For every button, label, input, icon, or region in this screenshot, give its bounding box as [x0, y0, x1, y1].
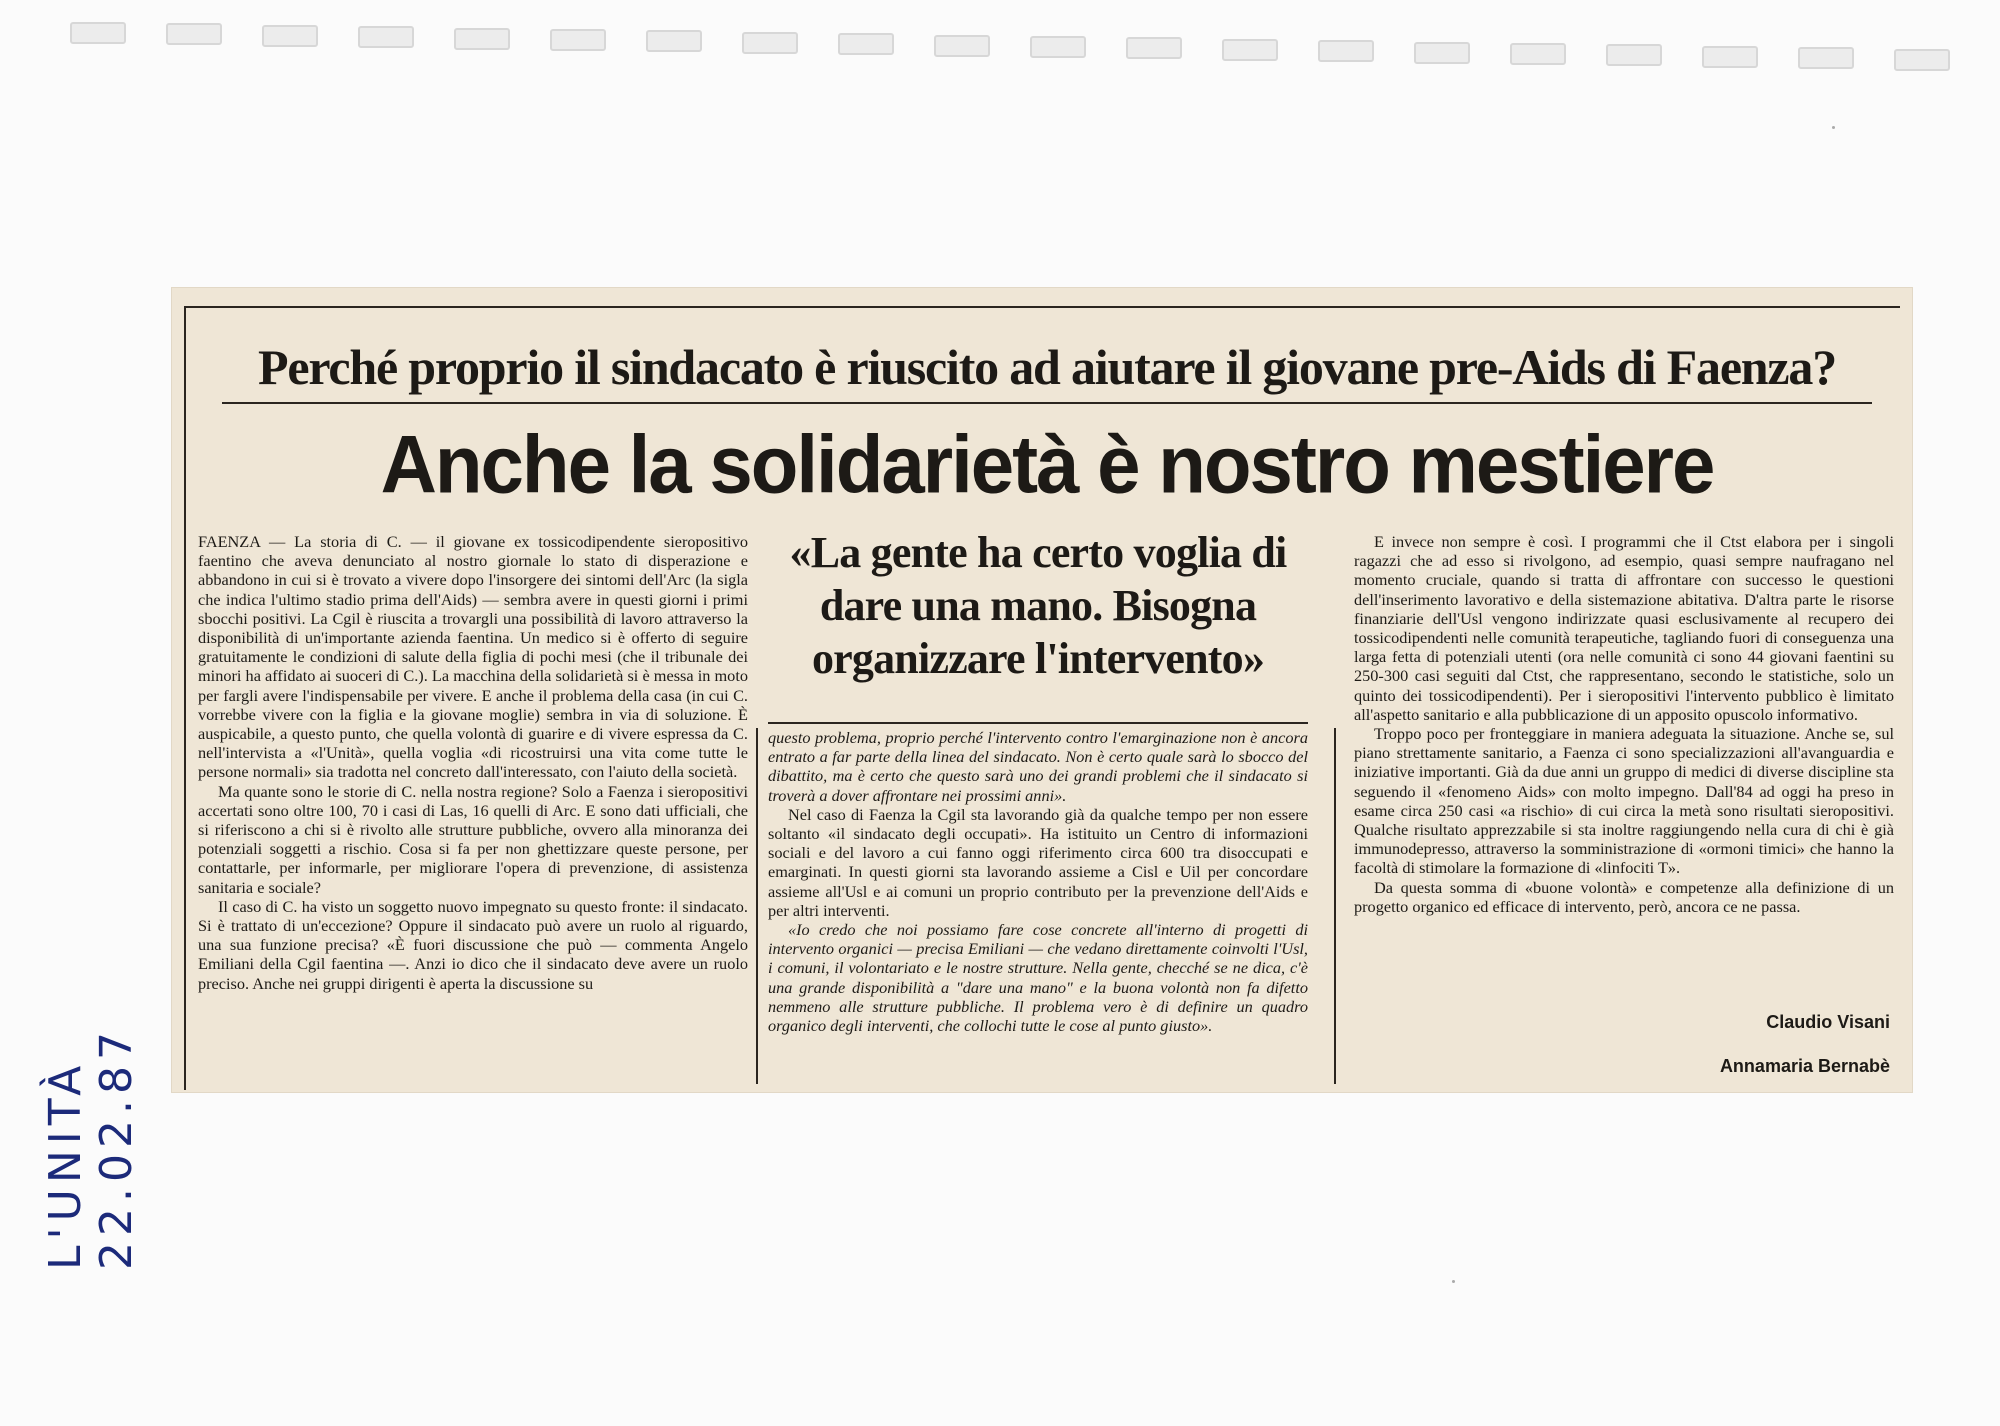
binder-tab [70, 22, 126, 44]
kicker-headline: Perché proprio il sindacato è riuscito ad aiutare il giovane pre-Aids di Faenza? [257, 339, 1837, 395]
left-rule [184, 306, 186, 1090]
binder-tab [1510, 43, 1566, 65]
binder-tab [1126, 37, 1182, 59]
column-3-paragraph-3: Da questa somma di «buone volontà» e competenze alla definizione di un progetto organico ed efficace di intervento, però, ancora ce ne passa. [1354, 877, 1894, 916]
newspaper-clipping [172, 288, 1912, 1092]
top-rule [184, 306, 1900, 308]
pull-quote-rule [768, 722, 1308, 724]
handwritten-source: L'UNITÀ [40, 1059, 91, 1270]
binder-tab [934, 35, 990, 57]
binder-tabs [70, 18, 1970, 68]
binder-tab [1030, 36, 1086, 58]
binder-tab [1894, 49, 1950, 71]
binder-tab [550, 29, 606, 51]
column-3-paragraph-2: Troppo poco per fronteggiare in maniera adeguata la situazione. Anche se, sul piano strettamente sanitario, a Faenza ci sono specializzazioni all'avanguardia e iniziative importanti. Già da due anni un gruppo di medici di diverse discipline sta seguendo il «fenomeno Aids» con molto impegno. Dall'84 ad oggi ha preso in esame circa 250 casi «a rischio» di cui circa la metà sono risultati sieropositivi. Qualche risultato apprezzabile si sta inoltre raggiungendo nella cura di chi è già immunodepresso, attraverso la somministrazione di «ormoni timici» che hanno la facoltà di stimolare la formazione di «linfociti T». [1354, 724, 1894, 878]
pull-quote: «La gente ha certo voglia di dare una mano. Bisogna organizzare l'intervento» [789, 528, 1287, 683]
kicker-rule [222, 402, 1872, 404]
column-1-paragraph-2: Ma quante sono le storie di C. nella nostra regione? Solo a Faenza i sieropositivi accertati sono oltre 100, 70 i casi di Las, 16 quelli di Arc. E sono dati ufficiali, che si riferiscono a chi si è rivolto alle strutture pubbliche, ovvero alla minoranza dei potenziali soggetti a rischio. Cosa si fa per non ghettizzare queste persone, per contattarle, per informarle, per migliorare l'opera di prevenzione, di assistenza sanitaria e sociale? [198, 781, 748, 897]
column-divider-1 [756, 728, 758, 1084]
column-1-paragraph-1: FAENZA — La storia di C. — il giovane ex tossicodipendente sieropositivo faentino che aveva denunciato al nostro giornale lo stato di disperazione e abbandono in cui si è trovato a vivere dopo l'insorgere dei sintomi dell'Arc (la sigla che indica l'ultimo stadio prima dell'Aids) — sembra avere in questi giorni i primi sbocchi positivi. La Cgil è riuscita a trovargli una possibilità di lavoro attraverso la disponibilità di un'importante azienda faentina. Un medico si è offerto di seguire gratuitamente le condizioni di salute della figlia di pochi mesi (che il tribunale dei minori ha affidato ai suoceri di C.). La macchina della solidarietà si è messa in moto per fargli avere l'indispensabile per vivere. E anche il problema della casa (in cui C. vorrebbe vivere con la figlia e la giovane moglie) sembra in via di soluzione. È auspicabile, a questo punto, che quella volontà di guarire e di vivere espressa da C. nell'intervista a «l'Unità», quella voglia «di ricostruirsi una vita come tutte le persone normali» sia tradotta nel concreto dall'interessato, con l'aiuto della società. [198, 532, 748, 782]
binder-tab [1606, 44, 1662, 66]
column-2-paragraph-3: «Io credo che noi possiamo fare cose concrete all'interno di progetti di intervento organici — precisa Emiliani — che vedano direttamente coinvolti l'Usl, i comuni, il volontariato e le nostre strutture. Nella gente, checché se ne dica, c'è una grande disponibilità a "dare una mano" e la buona volontà non fa difetto nemmeno alle strutture pubbliche. Il problema vero è di definire un quadro organico degli interventi, che collochi tutte le cose al punto giusto». [768, 920, 1308, 1036]
column-2-paragraph-1: questo problema, proprio perché l'intervento contro l'emarginazione non è ancora entrato a far parte della linea del sindacato. Non è certo quale sarà lo sbocco del dibattito, ma è certo che questo sarà uno dei grandi problemi che il sindacato si troverà a dover affrontare nei prossimi anni». [768, 728, 1308, 805]
binder-tab [1318, 40, 1374, 62]
binder-tab [262, 25, 318, 47]
binder-tab [166, 23, 222, 45]
binder-tab [1222, 39, 1278, 61]
binder-tab [358, 26, 414, 48]
article-column-3 [1354, 532, 1894, 992]
scan-speck [1832, 126, 1835, 129]
binder-tab [742, 32, 798, 54]
binder-tab [1798, 47, 1854, 69]
column-1-paragraph-3: Il caso di C. ha visto un soggetto nuovo impegnato su questo fronte: il sindacato. Si è trattato di un'eccezione? Oppure il sindacato può avere un ruolo al riguardo, una sua funzione precisa? «È fuori discussione che può — commenta Angelo Emiliani della Cgil faentina —. Anzi io dico che il sindacato deve avere un ruolo preciso. Anche nei gruppi dirigenti è aperta la discussione su [198, 896, 748, 993]
binder-tab [454, 28, 510, 50]
main-headline: Anche la solidarietà è nostro mestiere [380, 417, 1714, 511]
column-2-paragraph-2: Nel caso di Faenza la Cgil sta lavorando già da qualche tempo per non essere soltanto «il sindacato degli occupati». Ha istituito un Centro di informazioni sociali e del lavoro a cui fanno oggi riferimento circa 600 tra disoccupati e emarginati. In questi giorni sta lavorando assieme a Cisl e Uil per concordare assieme all'Usl e ai comuni un proprio contributo per la prevenzione dell'Aids e per altri interventi. [768, 804, 1308, 920]
byline-author-2: Annamaria Bernabè [1719, 1056, 1890, 1076]
handwritten-date-note [40, 670, 142, 1270]
scan-speck [1452, 1280, 1455, 1283]
binder-tab [1702, 46, 1758, 68]
article-column-1 [198, 532, 748, 1086]
article-column-2 [768, 728, 1308, 1086]
column-3-paragraph-1: E invece non sempre è così. I programmi che il Ctst elabora per i singoli ragazzi che ad esso si rivolgono, ad esempio, quasi sempre naufragano nel momento cruciale, quando si tratta di affrontare con successo le questioni dell'inserimento lavorativo e della sistemazione abitativa. D'altra parte le risorse finanziarie dell'Usl vengono indirizzate quasi esclusivamente al recupero dei tossicodipendenti nelle comunità terapeutiche, tagliando fuori di conseguenza una larga fetta di potenziali utenti (ora nelle comunità ci sono 44 giovani faentini su 250-300 casi seguiti dal Ctst, che rappresentano, secondo le statistiche, solo un quinto dei tossicodipendenti). Per i sieropositivi l'intervento pubblico è limitato all'aspetto sanitario e alla pubblicazione di un apposito opuscolo informativo. [1354, 532, 1894, 724]
handwritten-date: 22.02.87 [91, 1026, 142, 1270]
byline-author-1: Claudio Visani [1766, 1012, 1890, 1032]
column-divider-2 [1334, 728, 1336, 1084]
binder-tab [1414, 42, 1470, 64]
binder-tab [838, 33, 894, 55]
binder-tab [646, 30, 702, 52]
